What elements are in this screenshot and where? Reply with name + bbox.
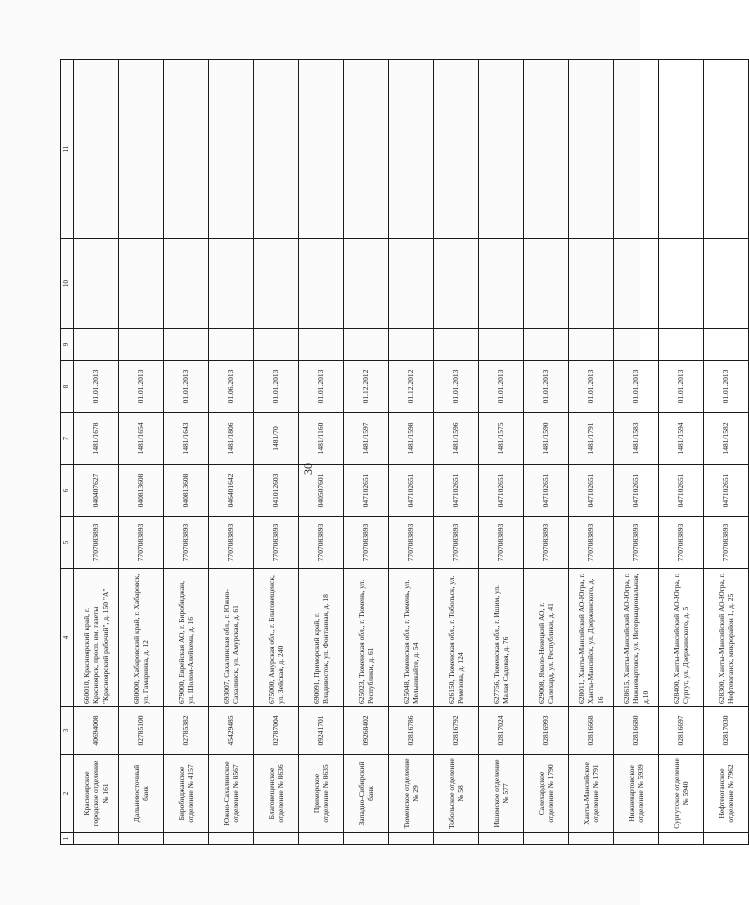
table-row: [344, 60, 389, 845]
branch-name-cell: Нефтеюганское отделение № 7962: [704, 755, 749, 833]
date-cell: 01.12.2012: [389, 361, 434, 413]
code-cell: 09268402: [344, 707, 389, 755]
table-row: [254, 60, 299, 845]
registration-cell: 1481/70: [254, 413, 299, 465]
branch-name-cell: Дальневосточный банк: [119, 755, 164, 833]
registration-cell: 1481/1583: [614, 413, 659, 465]
bik-cell: 047102651: [479, 465, 524, 517]
blank-cell: [524, 329, 569, 361]
blank-cell: [164, 239, 209, 329]
column-header: 9: [61, 329, 74, 361]
date-cell: 01.01.2013: [704, 361, 749, 413]
blank-cell: [389, 329, 434, 361]
blank-cell: [254, 329, 299, 361]
branch-name-cell: Тобольское отделение № 58: [434, 755, 479, 833]
code-cell: 09241701: [299, 707, 344, 755]
address-cell: 660010, Красноярский край, г. Красноярск, просп. им. газеты "Красноярский рабочий", д. 150 "А": [74, 569, 119, 707]
blank-cell: [614, 60, 659, 239]
registration-cell: 1481/1582: [704, 413, 749, 465]
registration-cell: 1481/1596: [434, 413, 479, 465]
inn-cell: 7707083893: [659, 517, 704, 569]
blank-cell: [344, 239, 389, 329]
bik-cell: 040407627: [74, 465, 119, 517]
table-row: [299, 60, 344, 845]
table-row: [74, 60, 119, 845]
inn-cell: 7707083893: [299, 517, 344, 569]
branch-name-cell: Биробиджанское отделение № 4157: [164, 755, 209, 833]
blank-cell: [389, 239, 434, 329]
inn-cell: 7707083893: [434, 517, 479, 569]
registration-cell: 1481/1575: [479, 413, 524, 465]
table-row: [209, 60, 254, 845]
address-cell: 679000, Еврейская АО, г. Биробиджан, ул. Шолом-Алейхема, д. 16: [164, 569, 209, 707]
address-cell: 629008, Ямало-Ненецкий АО, г. Салехард, ул. Республики, д. 41: [524, 569, 569, 707]
inn-cell: 7707083893: [704, 517, 749, 569]
code-cell: 02816668: [569, 707, 614, 755]
branch-name-cell: Нижневартовское отделение № 5939: [614, 755, 659, 833]
table-row: [614, 60, 659, 845]
blank-cell: [704, 60, 749, 239]
branch-name-cell: Благовещенское отделение № 8636: [254, 755, 299, 833]
address-cell: 625048, Тюменская обл., г. Тюмень, ул. Мельникайте, д. 54: [389, 569, 434, 707]
inn-cell: 7707083893: [344, 517, 389, 569]
inn-cell: 7707083893: [569, 517, 614, 569]
registration-cell: 1481/1643: [164, 413, 209, 465]
blank-cell: [254, 239, 299, 329]
table-row: [164, 60, 209, 845]
table-row: [389, 60, 434, 845]
address-cell: 628615, Ханты-Мансийский АО-Югра, г. Нижневартовск, ул. Интернациональная, д.10: [614, 569, 659, 707]
column-header: 8: [61, 361, 74, 413]
blank-cell: [479, 60, 524, 239]
registration-cell: 1481/1594: [659, 413, 704, 465]
blank-cell: [569, 60, 614, 239]
blank-cell: [74, 329, 119, 361]
row-number-cell: [614, 833, 659, 845]
address-cell: 680000, Хабаровский край, г. Хабаровск, ул. Гамарника, д. 12: [119, 569, 164, 707]
column-header: 6: [61, 465, 74, 517]
bik-cell: 040813608: [119, 465, 164, 517]
blank-cell: [74, 60, 119, 239]
inn-cell: 7707083893: [614, 517, 659, 569]
blank-cell: [299, 60, 344, 239]
branch-name-cell: Южно-Сахалинское отделение № 8567: [209, 755, 254, 833]
code-cell: 02816697: [659, 707, 704, 755]
code-cell: 45429485: [209, 707, 254, 755]
registration-cell: 1481/1678: [74, 413, 119, 465]
code-cell: 02817024: [479, 707, 524, 755]
column-header: 2: [61, 755, 74, 833]
registration-cell: 1481/1590: [524, 413, 569, 465]
date-cell: 01.01.2013: [659, 361, 704, 413]
blank-cell: [434, 239, 479, 329]
registration-cell: 1481/1654: [119, 413, 164, 465]
date-cell: 01.01.2013: [434, 361, 479, 413]
row-number-cell: [344, 833, 389, 845]
code-cell: 02816680: [614, 707, 659, 755]
branch-name-cell: Приморское отделение № 8635: [299, 755, 344, 833]
bik-cell: 047102651: [434, 465, 479, 517]
row-number-cell: [164, 833, 209, 845]
bik-cell: 047102651: [569, 465, 614, 517]
blank-cell: [569, 239, 614, 329]
column-header: 5: [61, 517, 74, 569]
table-body: [74, 60, 749, 845]
date-cell: 01.06.2013: [209, 361, 254, 413]
blank-cell: [434, 60, 479, 239]
blank-cell: [299, 329, 344, 361]
bik-cell: 047102651: [659, 465, 704, 517]
code-cell: 02816993: [524, 707, 569, 755]
blank-cell: [659, 60, 704, 239]
code-cell: 02787004: [254, 707, 299, 755]
bik-cell: 047102651: [704, 465, 749, 517]
column-header: 1: [61, 833, 74, 845]
code-cell: 02816792: [434, 707, 479, 755]
row-number-cell: [659, 833, 704, 845]
blank-cell: [344, 329, 389, 361]
blank-cell: [614, 329, 659, 361]
row-number-cell: [569, 833, 614, 845]
column-header: 4: [61, 569, 74, 707]
date-cell: 01.01.2013: [569, 361, 614, 413]
row-number-cell: [389, 833, 434, 845]
table-row: [119, 60, 164, 845]
branch-registry-table: [60, 59, 749, 845]
date-cell: 01.01.2013: [524, 361, 569, 413]
column-header: 11: [61, 60, 74, 239]
address-cell: 693007, Сахалинская обл., г. Южно-Сахалинск, ул. Амурская, д. 61: [209, 569, 254, 707]
header-row: [61, 60, 74, 845]
blank-cell: [164, 60, 209, 239]
row-number-cell: [119, 833, 164, 845]
date-cell: 01.01.2013: [164, 361, 209, 413]
blank-cell: [704, 239, 749, 329]
table-row: [434, 60, 479, 845]
branch-name-cell: Тюменское отделение № 29: [389, 755, 434, 833]
blank-cell: [434, 329, 479, 361]
address-cell: 627756, Тюменская обл., г. Ишим, ул. Малая Садовая, д. 76: [479, 569, 524, 707]
row-number-cell: [524, 833, 569, 845]
bik-cell: 040507601: [299, 465, 344, 517]
branch-name-cell: Ханты-Мансийское отделение № 1791: [569, 755, 614, 833]
date-cell: 01.01.2013: [614, 361, 659, 413]
registration-cell: 1481/1598: [389, 413, 434, 465]
address-cell: 625023, Тюменская обл., г. Тюмень, ул. Республики, д. 61: [344, 569, 389, 707]
blank-cell: [704, 329, 749, 361]
code-cell: 02785382: [164, 707, 209, 755]
bik-cell: 040813608: [164, 465, 209, 517]
row-number-cell: [209, 833, 254, 845]
registration-cell: 1481/1806: [209, 413, 254, 465]
column-header: 3: [61, 707, 74, 755]
blank-cell: [209, 60, 254, 239]
branch-name-cell: Сургутское отделение № 5940: [659, 755, 704, 833]
table-row: [569, 60, 614, 845]
table-row: [524, 60, 569, 845]
inn-cell: 7707083893: [524, 517, 569, 569]
branch-name-cell: Западно-Сибирский банк: [344, 755, 389, 833]
registration-cell: 1481/1597: [344, 413, 389, 465]
address-cell: 628400, Ханты-Мансийский АО-Югра, г. Сургут, ул. Дзержинского, д. 5: [659, 569, 704, 707]
row-number-cell: [299, 833, 344, 845]
code-cell: 02785100: [119, 707, 164, 755]
bik-cell: 047102651: [389, 465, 434, 517]
table-row: [704, 60, 749, 845]
blank-cell: [659, 329, 704, 361]
inn-cell: 7707083893: [74, 517, 119, 569]
bik-cell: 047102651: [344, 465, 389, 517]
row-number-cell: [479, 833, 524, 845]
bik-cell: 041012603: [254, 465, 299, 517]
row-number-cell: [254, 833, 299, 845]
blank-cell: [344, 60, 389, 239]
column-header: 7: [61, 413, 74, 465]
blank-cell: [479, 329, 524, 361]
inn-cell: 7707083893: [254, 517, 299, 569]
registration-cell: 1481/1791: [569, 413, 614, 465]
blank-cell: [119, 329, 164, 361]
registration-cell: 1481/1160: [299, 413, 344, 465]
branch-name-cell: Салехардское отделение № 1790: [524, 755, 569, 833]
blank-cell: [119, 239, 164, 329]
code-cell: 02816786: [389, 707, 434, 755]
rotated-table-wrapper: [60, 60, 735, 845]
blank-cell: [479, 239, 524, 329]
column-header: 10: [61, 239, 74, 329]
row-number-cell: [434, 833, 479, 845]
address-cell: 628011, Ханты-Мансийский АО-Югра, г. Ханты-Мансийск, ул. Дзержинского, д. 16: [569, 569, 614, 707]
row-number-cell: [704, 833, 749, 845]
inn-cell: 7707083893: [479, 517, 524, 569]
address-cell: 628300, Ханты-Мансийский АО-Югра, г. Нефтеюганск, микрорайон 1, д. 25: [704, 569, 749, 707]
code-cell: 02817030: [704, 707, 749, 755]
blank-cell: [299, 239, 344, 329]
date-cell: 01.12.2012: [344, 361, 389, 413]
date-cell: 01.01.2013: [74, 361, 119, 413]
bik-cell: 046401642: [209, 465, 254, 517]
page-number: 30: [301, 463, 315, 475]
code-cell: 40694008: [74, 707, 119, 755]
inn-cell: 7707083893: [164, 517, 209, 569]
blank-cell: [254, 60, 299, 239]
date-cell: 01.01.2013: [254, 361, 299, 413]
table-row: [659, 60, 704, 845]
table-row: [479, 60, 524, 845]
blank-cell: [659, 239, 704, 329]
blank-cell: [119, 60, 164, 239]
branch-name-cell: Ишимское отделение № 577: [479, 755, 524, 833]
address-cell: 675000, Амурская обл., г. Благовещенск, ул. Зейская, д. 240: [254, 569, 299, 707]
blank-cell: [524, 60, 569, 239]
bik-cell: 047102651: [524, 465, 569, 517]
row-number-cell: [74, 833, 119, 845]
date-cell: 01.01.2013: [479, 361, 524, 413]
blank-cell: [569, 329, 614, 361]
blank-cell: [164, 329, 209, 361]
blank-cell: [209, 239, 254, 329]
date-cell: 01.01.2013: [119, 361, 164, 413]
blank-cell: [389, 60, 434, 239]
date-cell: 01.01.2013: [299, 361, 344, 413]
blank-cell: [209, 329, 254, 361]
blank-cell: [74, 239, 119, 329]
inn-cell: 7707083893: [119, 517, 164, 569]
blank-cell: [614, 239, 659, 329]
address-cell: 690091, Приморский край, г. Владивосток, ул. Фонтанная, д. 18: [299, 569, 344, 707]
bik-cell: 047102651: [614, 465, 659, 517]
branch-name-cell: Красноярское городское отделение № 161: [74, 755, 119, 833]
inn-cell: 7707083893: [389, 517, 434, 569]
blank-cell: [524, 239, 569, 329]
inn-cell: 7707083893: [209, 517, 254, 569]
address-cell: 626150, Тюменская обл., г. Тобольск, ул. Ремезова, д. 124: [434, 569, 479, 707]
